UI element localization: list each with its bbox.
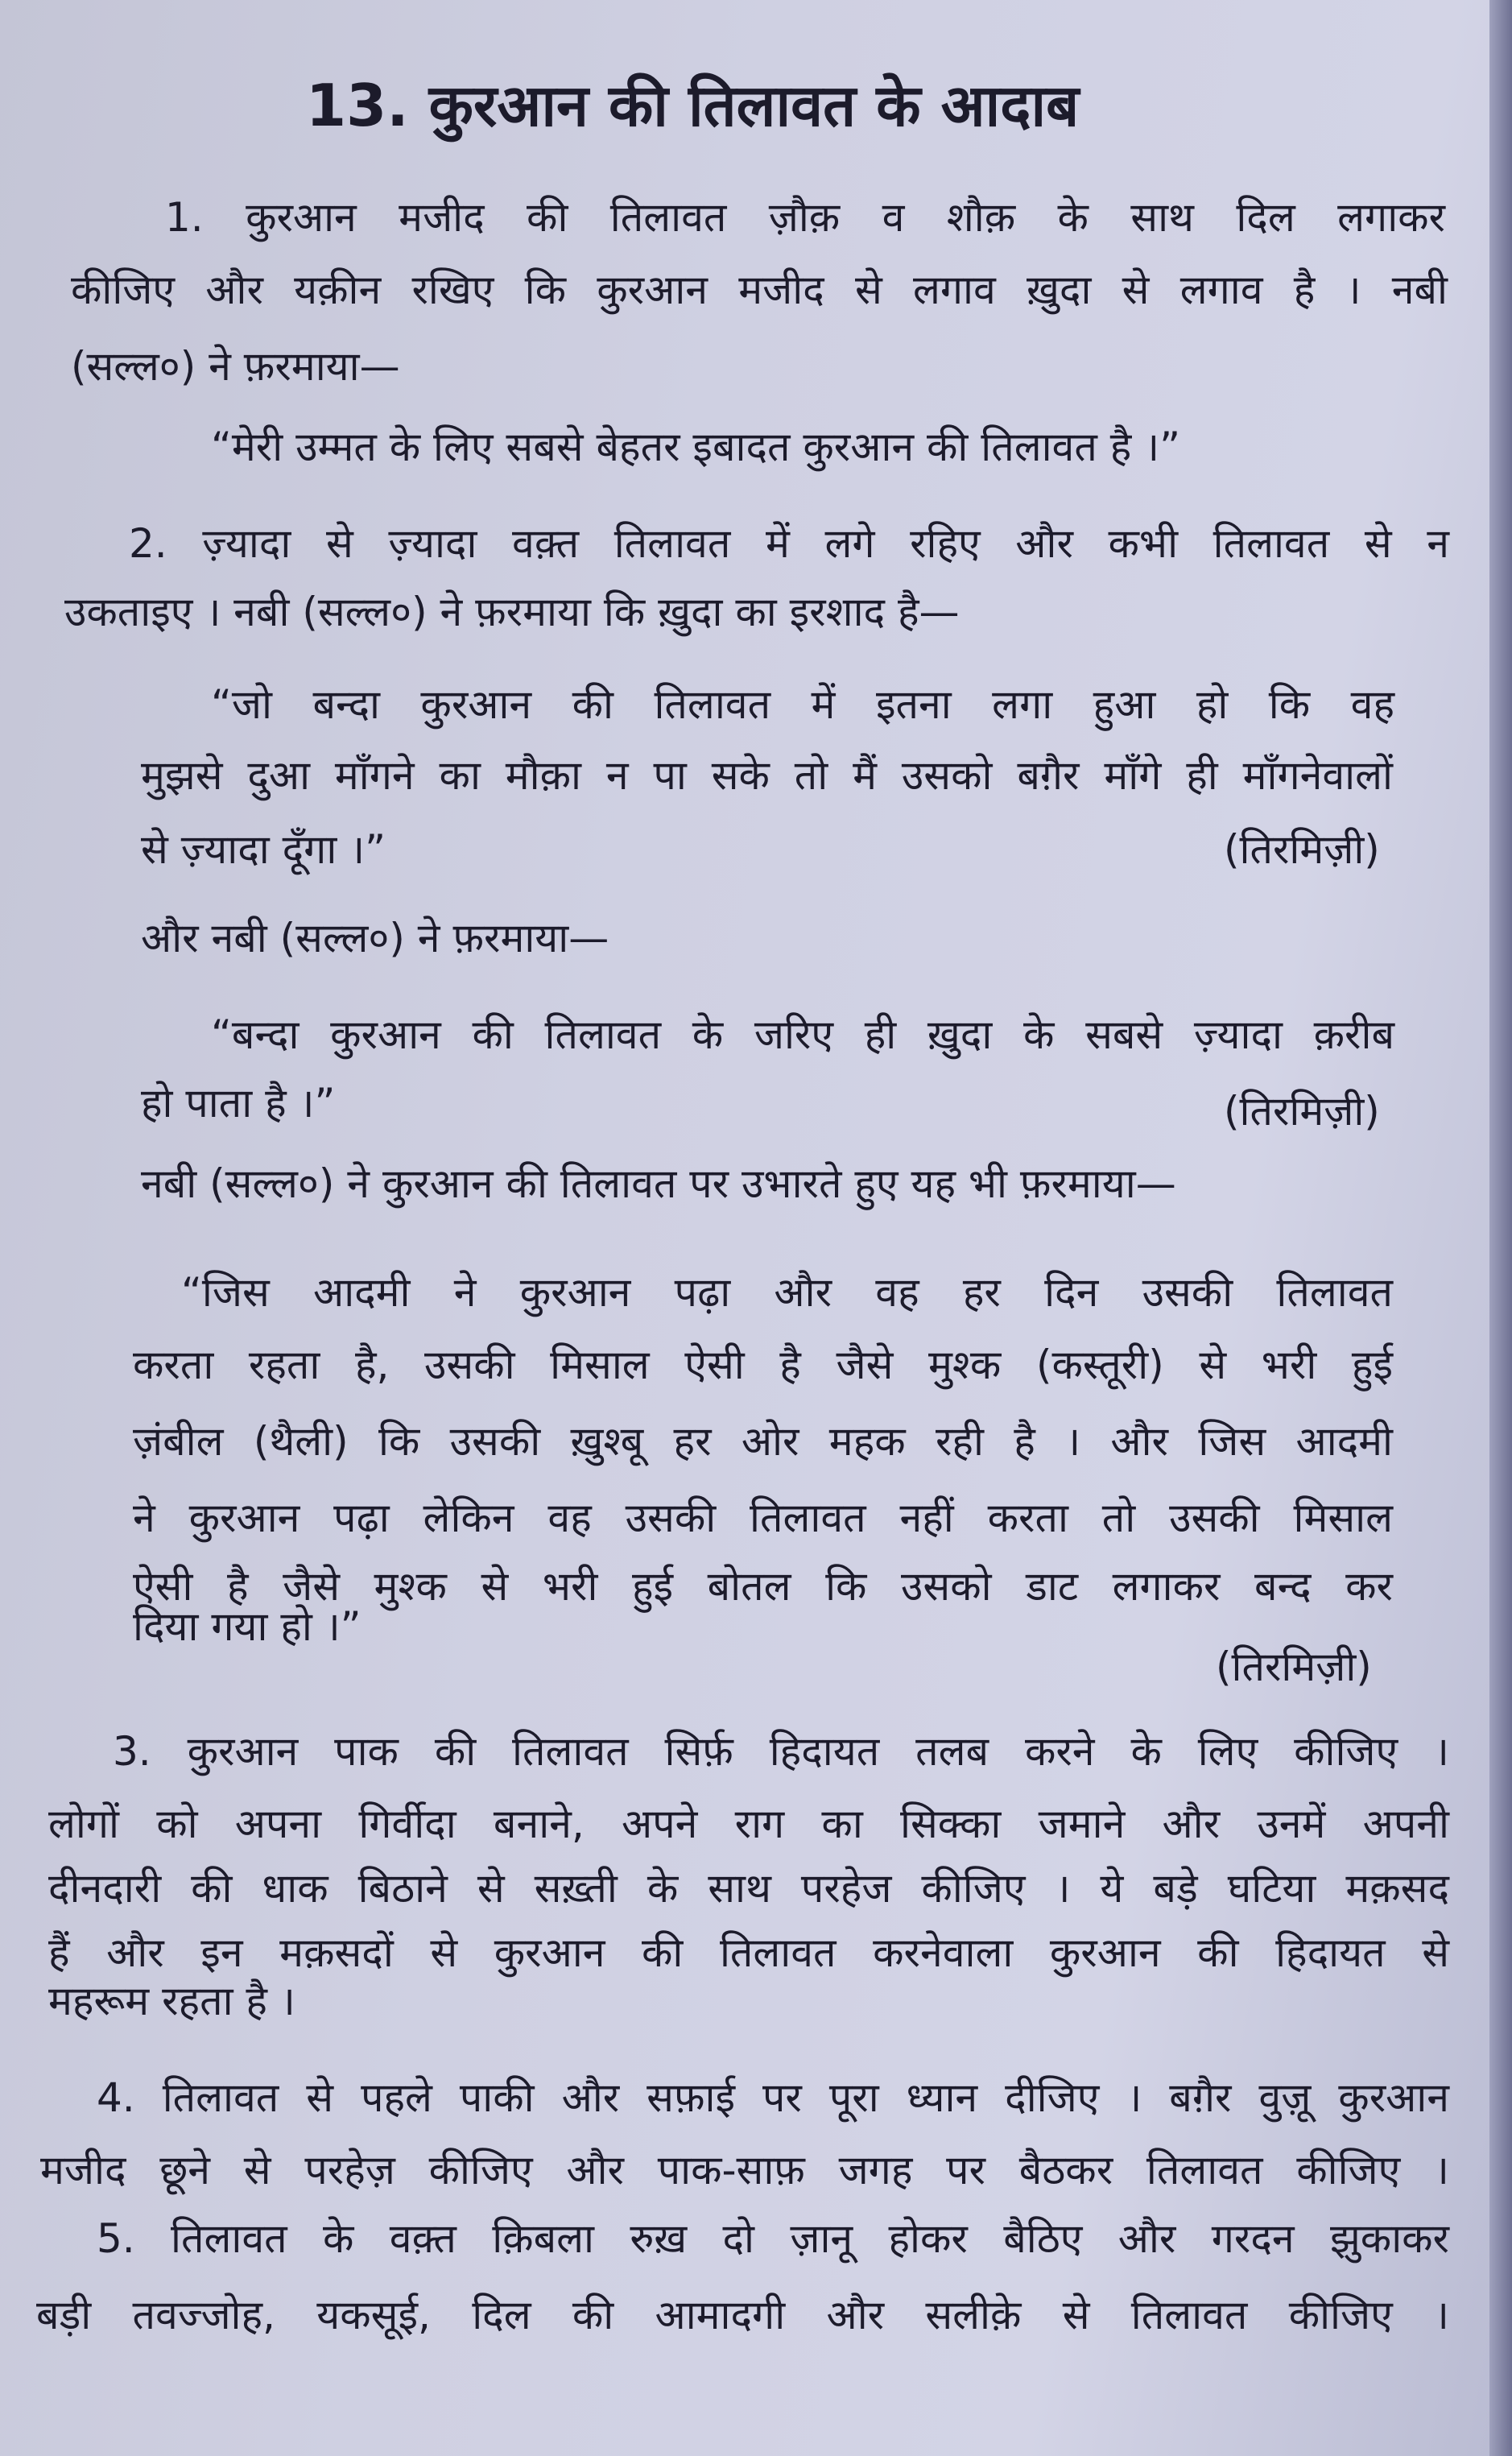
- quote-line: हो पाता है ।”: [141, 1080, 336, 1127]
- quote-line: “मेरी उम्मत के लिए सबसे बेहतर इबादत कुरआन की तिलावत है ।”: [211, 424, 1181, 470]
- source-citation: (तिरमिज़ी): [1224, 1088, 1380, 1135]
- text-line: महरूम रहता है ।: [48, 1978, 295, 2024]
- text-line: दीनदारी की धाक बिठाने से सख़्ती के साथ परहेज कीजिए । ये बड़े घटिया मक़सद: [48, 1865, 1449, 1912]
- quote-line: “जो बन्दा कुरआन की तिलावत में इतना लगा हुआ हो कि वह: [211, 681, 1394, 728]
- page-edge: [1489, 0, 1512, 2456]
- source-citation: (तिरमिज़ी): [1224, 826, 1380, 873]
- source-citation: (तिरमिज़ी): [1216, 1644, 1372, 1690]
- text-line: मजीद छूने से परहेज़ कीजिए और पाक-साफ़ जगह पर बैठकर तिलावत कीजिए ।: [40, 2147, 1449, 2193]
- text-line: उकताइए । नबी (सल्ल०) ने फ़रमाया कि ख़ुदा का इरशाद है—: [64, 589, 960, 635]
- text-line: कीजिए और यक़ीन रखिए कि कुरआन मजीद से लगाव ख़ुदा से लगाव है । नबी: [71, 267, 1448, 313]
- quote-line: ऐसी है जैसे मुश्क से भरी हुई बोतल कि उसको डाट लगाकर बन्द कर: [133, 1563, 1393, 1610]
- text-line: 3. कुरआन पाक की तिलावत सिर्फ़ हिदायत तलब करने के लिए कीजिए ।: [113, 1728, 1449, 1775]
- text-line: नबी (सल्ल०) ने कुरआन की तिलावत पर उभारते हुए यह भी फ़रमाया—: [141, 1160, 1176, 1207]
- text-line: 1. कुरआन मजीद की तिलावत ज़ौक़ व शौक़ के साथ दिल लगाकर: [165, 194, 1445, 241]
- quote-line: “जिस आदमी ने कुरआन पढ़ा और वह हर दिन उसकी तिलावत: [181, 1269, 1393, 1316]
- text-line: 2. ज़्यादा से ज़्यादा वक़्त तिलावत में लगे रहिए और कभी तिलावत से न: [129, 520, 1449, 567]
- chapter-title: 13. कुरआन की तिलावत के आदाब: [306, 72, 1080, 139]
- quote-line: ज़ंबील (थैली) कि उसकी ख़ुश्बू हर ओर महक रही है । और जिस आदमी: [133, 1418, 1393, 1465]
- text-line: हैं और इन मक़सदों से कुरआन की तिलावत करनेवाला कुरआन की हिदायत से: [48, 1929, 1449, 1976]
- text-line: 5. तिलावत के वक़्त क़िबला रुख़ दो ज़ानू होकर बैठिए और गरदन झुकाकर: [97, 2215, 1449, 2262]
- quote-line: “बन्दा कुरआन की तिलावत के जरिए ही ख़ुदा के सबसे ज़्यादा क़रीब: [211, 1011, 1395, 1058]
- text-line: (सल्ल०) ने फ़रमाया—: [71, 343, 400, 390]
- text-line: 4. तिलावत से पहले पाकी और सफ़ाई पर पूरा ध्यान दीजिए । बग़ैर वुज़ू कुरआन: [97, 2074, 1449, 2121]
- quote-line: दिया गया हो ।”: [133, 1603, 361, 1650]
- text-line: और नबी (सल्ल०) ने फ़रमाया—: [141, 915, 609, 961]
- quote-line: से ज़्यादा दूँगा ।”: [141, 826, 386, 873]
- quote-line: मुझसे दुआ माँगने का मौक़ा न पा सके तो मैं उसको बग़ैर माँगे ही माँगनेवालों: [141, 752, 1393, 799]
- quote-line: ने कुरआन पढ़ा लेकिन वह उसकी तिलावत नहीं करता तो उसकी मिसाल: [133, 1495, 1393, 1541]
- text-line: लोगों को अपना गिर्वीदा बनाने, अपने राग का सिक्का जमाने और उनमें अपनी: [48, 1801, 1449, 1847]
- text-line: बड़ी तवज्जोह, यकसूई, दिल की आमादगी और सलीक़े से तिलावत कीजिए ।: [36, 2292, 1449, 2338]
- quote-line: करता रहता है, उसकी मिसाल ऐसी है जैसे मुश्क (कस्तूरी) से भरी हुई: [133, 1342, 1393, 1388]
